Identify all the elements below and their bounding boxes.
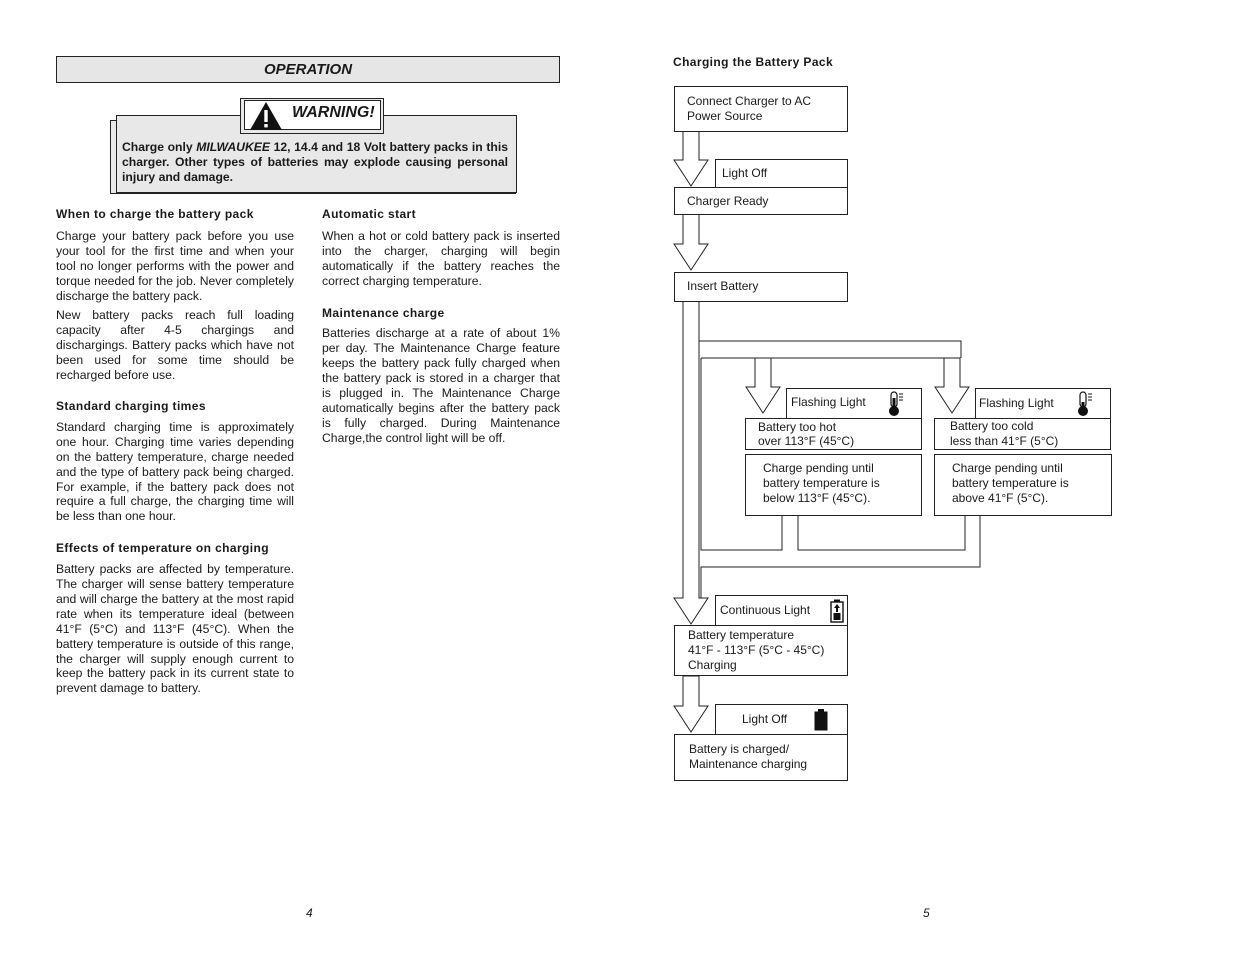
charging-line-2: 41°F - 113°F (5°C - 45°C) — [688, 643, 825, 657]
flowchart-title: Charging the Battery Pack — [673, 55, 834, 69]
pending-hot-line-2: battery temperature is — [763, 476, 880, 490]
flashing-cold-label: Flashing Light — [979, 396, 1054, 410]
paragraph-maintenance: Batteries discharge at a rate of about 1% per day. The Maintenance Charge feature keeps the battery pack fully charged when the battery pack is stored in a charger that is plugged in. The Maintenance Charge automatically begins after the battery pack is fully charged. During Maintenance Charge,the control light will be off. — [322, 326, 560, 445]
cold-line-1: Battery too cold — [950, 419, 1034, 433]
hot-line-2: over 113°F (45°C) — [758, 434, 855, 448]
section-header-operation: OPERATION — [56, 56, 560, 83]
box-connect-charger — [674, 86, 848, 132]
charging-line-3: Charging — [688, 658, 737, 672]
arrow-1 — [674, 131, 708, 186]
heading-when-to-charge: When to charge the battery pack — [56, 207, 254, 221]
box-charger-ready — [674, 187, 848, 215]
flashing-hot-label: Flashing Light — [791, 395, 866, 409]
return-line-hot — [798, 516, 965, 550]
box-battery-too-cold — [934, 418, 1111, 450]
connect-line-2: Power Source — [687, 109, 763, 123]
pending-hot-line-3: below 113°F (45°C). — [763, 491, 871, 505]
charging-line-1: Battery temperature — [688, 628, 795, 642]
page-number-right: 5 — [923, 906, 930, 920]
battery-charging-icon — [830, 599, 844, 623]
warning-label: WARNING! — [292, 104, 375, 121]
box-insert-battery — [674, 272, 848, 302]
warning-brand: MILWAUKEE — [196, 140, 271, 154]
pending-cold-line-1: Charge pending until — [952, 461, 1063, 475]
charged-line-1: Battery is charged/ — [689, 742, 790, 756]
return-line-cold — [701, 516, 980, 598]
box-charging — [674, 625, 848, 676]
box-continuous-light — [715, 595, 848, 626]
pending-hot-line-1: Charge pending until — [763, 461, 874, 475]
light-off-2-label: Light Off — [742, 712, 788, 726]
warning-text-part-1: Charge only — [122, 140, 197, 154]
branch-line-top — [699, 301, 961, 358]
arrow-3 — [674, 301, 708, 624]
arrow-cold — [935, 358, 969, 413]
connect-line-1: Connect Charger to AC — [687, 94, 812, 108]
charged-line-2: Maintenance charging — [689, 757, 808, 771]
cold-line-2: less than 41°F (5°C) — [950, 434, 1059, 448]
thermometer-icon — [1077, 391, 1093, 417]
box-light-off-1 — [715, 159, 848, 188]
arrow-4 — [674, 676, 708, 732]
paragraph-effects: Battery packs are affected by temperature. The charger will sense battery temperature and will charge the battery at the most rapid rate when its temperature ideal (between 41°F (5°C) and 113°F (45°C). When the battery temperature is outside of this range, the charger will supply enough current to keep the battery pack in its current state to prevent damage to battery. — [56, 562, 294, 696]
paragraph-when-1: Charge your battery pack before you use your tool for the first time and when your tool no longer performs with the power and torque needed for the job. Never completely discharge the battery pack. — [56, 228, 294, 303]
pending-cold-line-2: battery temperature is — [952, 476, 1069, 490]
arrow-hot — [746, 358, 780, 413]
box-charge-pending-hot — [745, 454, 922, 516]
heading-standard-charging: Standard charging times — [56, 398, 206, 413]
paragraph-when-2: New battery packs reach full loading capacity after 4-5 chargings and dischargings. Battery packs which have not been used for some time should be recharged before use. — [56, 308, 294, 383]
pending-cold-line-3: above 41°F (5°C). — [952, 491, 1049, 505]
box-charge-pending-cold — [934, 454, 1112, 516]
charger-ready-label: Charger Ready — [687, 194, 769, 208]
box-flashing-light-cold — [975, 388, 1111, 419]
heading-effects-temperature: Effects of temperature on charging — [56, 541, 269, 556]
heading-automatic-start: Automatic start — [322, 207, 417, 221]
hot-line-1: Battery too hot — [758, 420, 837, 434]
paragraph-standard: Standard charging time is approximately one hour. Charging time varies depending on the battery temperature, charge needed and the type of battery pack being charged. For example, if the battery pack does not require a full charge, the charging time will be less than one hour. — [56, 419, 294, 524]
insert-battery-label: Insert Battery — [687, 279, 759, 293]
continuous-light-label: Continuous Light — [720, 603, 811, 617]
box-flashing-light-hot — [786, 388, 922, 419]
page-number-left: 4 — [306, 906, 313, 920]
heading-maintenance-charge: Maintenance charge — [322, 305, 445, 320]
arrow-2 — [674, 214, 708, 270]
box-battery-charged — [674, 734, 848, 781]
paragraph-automatic: When a hot or cold battery pack is inserted into the charger, charging will begin automatically if the battery reaches the correct charging temperature. — [322, 228, 560, 288]
box-battery-too-hot — [745, 418, 922, 450]
box-light-off-2 — [715, 704, 848, 735]
battery-full-icon — [814, 709, 828, 731]
warning-text-part-2: 12, 14.4 and 18 Volt battery packs in this charger. Other types of batteries may explode causing personal injury and damage. — [122, 140, 508, 184]
light-off-1-label: Light Off — [722, 166, 768, 180]
thermometer-icon — [888, 391, 904, 417]
